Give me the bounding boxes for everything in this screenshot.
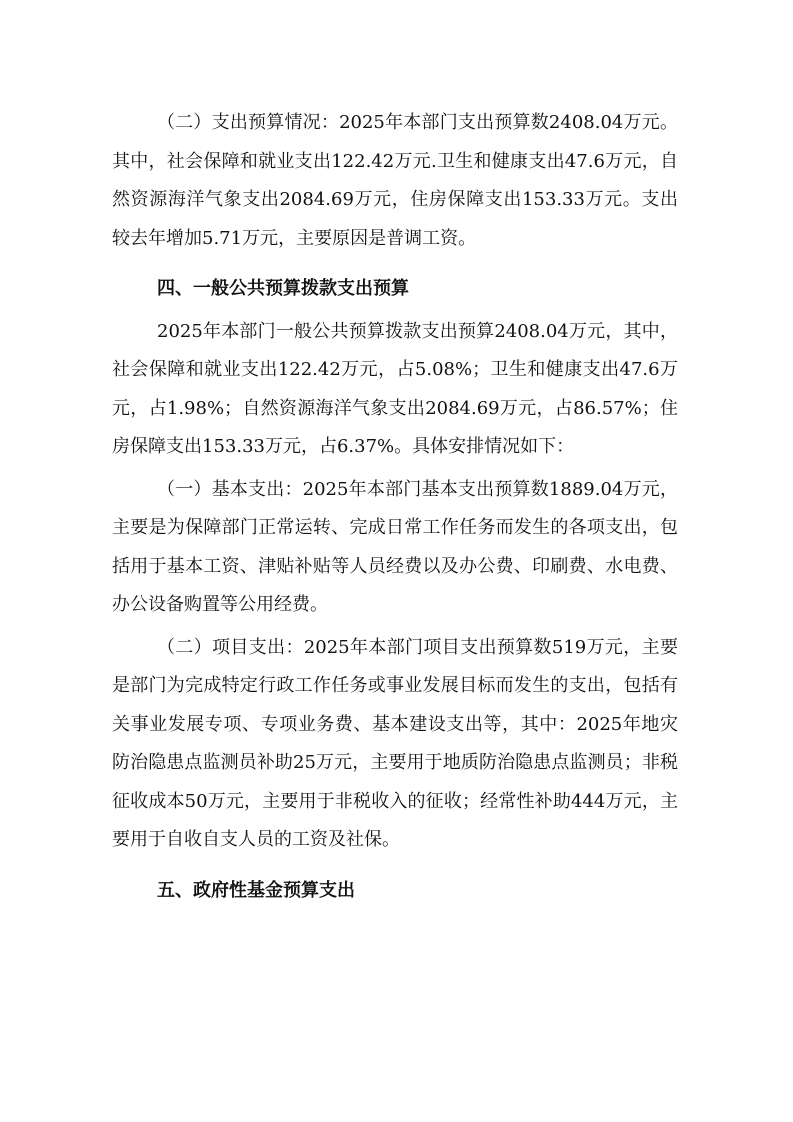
document-page — [112, 104, 678, 910]
heading-government-fund-budget: 五、政府性基金预算支出 — [157, 879, 355, 901]
paragraph-project-expenditure: （二）项目支出：2025年本部门项目支出预算数519万元，主要是部门为完成特定行政工作任务或事业发展目标而发生的支出，包括有关事业发展专项、专项业务费、基本建设支出等，其中：2025年地灾防治隐患点监测员补助25万元，主要用于地质防治隐患点监测员；非税征收成本50万元，主要用于非税收入的征收；经常性补助444万元，主要用于自收自支人员的工资及社保。 — [112, 636, 678, 850]
paragraph-expenditure-budget: （二）支出预算情况：2025年本部门支出预算数2408.04万元。其中，社会保障和就业支出122.42万元.卫生和健康支出47.6万元，自然资源海洋气象支出2084.69万元，住房保障支出153.33万元。支出较去年增加5.71万元，主要原因是普调工资。 — [112, 112, 678, 249]
paragraph-basic-expenditure: （一）基本支出：2025年本部门基本支出预算数1889.04万元，主要是为保障部门正常运转、完成日常工作任务而发生的各项支出，包括用于基本工资、津贴补贴等人员经费以及办公费、印刷费、水电费、办公设备购置等公用经费。 — [112, 478, 678, 615]
paragraph-general-public-budget: 2025年本部门一般公共预算拨款支出预算2408.04万元，其中，社会保障和就业支出122.42万元，占5.08%；卫生和健康支出47.6万元，占1.98%；自然资源海洋气象支出2084.69万元，占86.57%；住房保障支出153.33万元，占6.37%。具体安排情况如下： — [112, 320, 678, 457]
heading-general-public-budget: 四、一般公共预算拨款支出预算 — [157, 278, 409, 299]
